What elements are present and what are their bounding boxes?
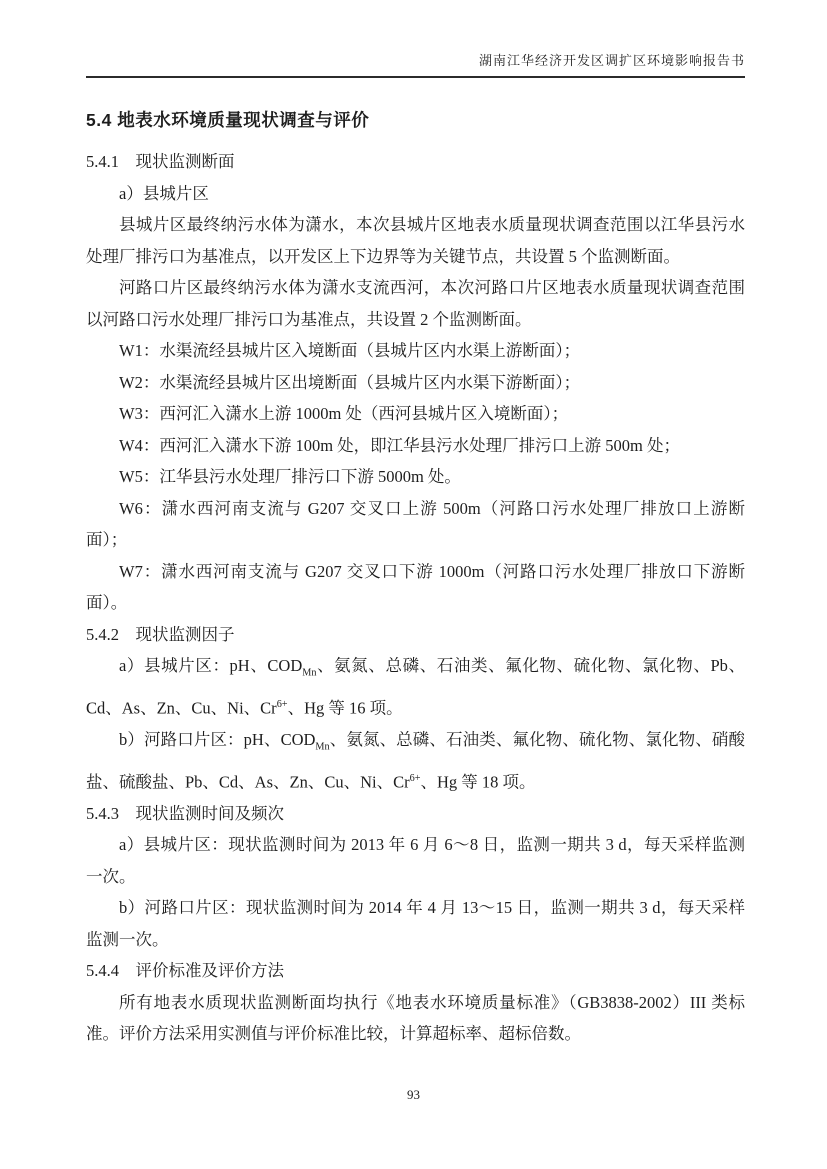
paragraph-helukou-scope: 河路口片区最终纳污水体为潇水支流西河，本次河路口片区地表水质量现状调查范围以河路口污水处理厂排污口为基准点，共设置 2 个监测断面。: [86, 278, 745, 329]
paragraph-factors-helukou: b）河路口片区：pH、$COD_{Mn}$、氨氮、总磷、石油类、氟化物、硫化物、氯化物、硝酸盐、硫酸盐、Pb、Cd、As、Zn、Cu、Ni、$Cr^{6+}$、Hg 等 18 项。: [86, 729, 745, 792]
paragraph-time-helukou: b）河路口片区：现状监测时间为 2014 年 4 月 13～15 日，监测一期共 3 d，每天采样监测一次。: [86, 898, 745, 949]
list-item-w4: W4：西河汇入潇水下游 100m 处，即江华县污水处理厂排污口上游 500m 处；: [119, 435, 680, 455]
page-number: 93: [407, 1087, 420, 1102]
page-header: [86, 52, 745, 78]
header-title: 湖南江华经济开发区调扩区环境影响报告书: [478, 53, 745, 68]
paragraph-county-scope: 县城片区最终纳污水体为潇水，本次县城片区地表水质量现状调查范围以江华县污水处理厂排污口为基准点，以开发区上下边界等为关键节点，共设置 5 个监测断面。: [86, 215, 745, 266]
list-item-w6: W6：潇水西河南支流与 G207 交叉口上游 500m（河路口污水处理厂排放口上游断面）；: [86, 498, 745, 549]
heading-5-4-2: 5.4.2 现状监测因子: [86, 624, 235, 644]
paragraph-district-label: a）县城片区: [119, 183, 209, 203]
paragraph-time-county: a）县城片区：现状监测时间为 2013 年 6 月 6～8 日，监测一期共 3 d，每天采样监测一次。: [86, 835, 745, 886]
paragraph-standard-method: 所有地表水质现状监测断面均执行《地表水环境质量标准》（GB3838-2002）III 类标准。评价方法采用实测值与评价标准比较，计算超标率、超标倍数。: [86, 992, 745, 1044]
page-footer: [0, 1086, 827, 1104]
paragraph-factors-county: a）县城片区：pH、$COD_{Mn}$、氨氮、总磷、石油类、氟化物、硫化物、氯化物、Pb、Cd、As、Zn、Cu、Ni、$Cr^{6+}$、Hg 等 16 项。: [86, 656, 745, 718]
heading-5-4-1: 5.4.1 现状监测断面: [86, 152, 235, 171]
list-item-w7: W7：潇水西河南支流与 G207 交叉口下游 1000m（河路口污水处理厂排放口下游断面）。: [86, 561, 745, 612]
page-content: [86, 92, 745, 1050]
list-item-w1: W1：水渠流经县城片区入境断面（县城片区内水渠上游断面）；: [119, 341, 581, 360]
heading-5-4-4: 5.4.4 评价标准及评价方法: [86, 961, 284, 981]
list-item-w3: W3：西河汇入潇水上游 1000m 处（西河县城片区入境断面）；: [119, 404, 569, 423]
list-item-w2: W2：水渠流经县城片区出境断面（县城片区内水渠下游断面）；: [119, 372, 581, 392]
list-item-w5: W5：江华县污水处理厂排污口下游 5000m 处。: [119, 467, 461, 486]
heading-5-4-3: 5.4.3 现状监测时间及频次: [86, 803, 284, 823]
heading-5-4: 5.4 地表水环境质量现状调查与评价: [86, 110, 370, 130]
